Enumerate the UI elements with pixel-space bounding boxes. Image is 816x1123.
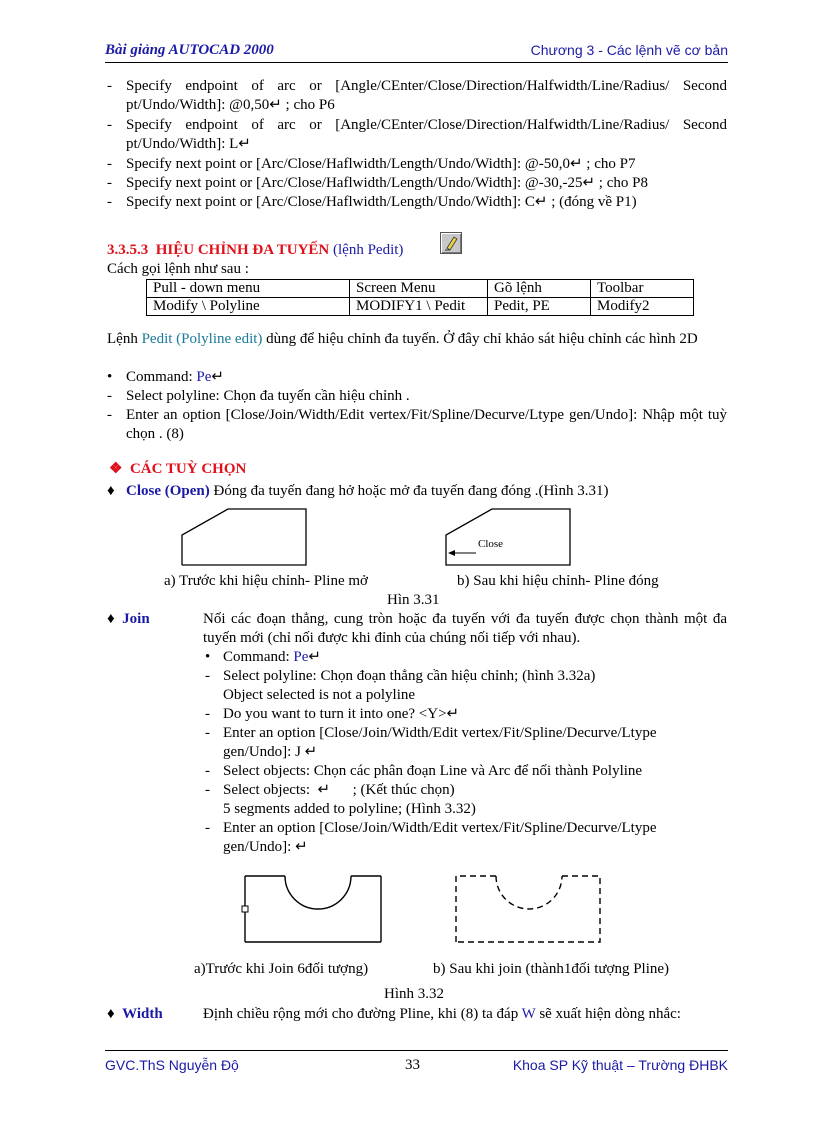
command-line: • Command: Pe↵ [107,369,224,385]
join-step: - Select objects: Chọn các phân đoạn Line và Arc để nối thành Polyline [205,763,643,779]
table-cell: Gõ lệnh [488,280,591,298]
join-step: - Select objects: ↵ ; (Kết thúc chọn) [205,782,455,798]
closed-pline-drawing [444,505,576,567]
table-cell: Pull - down menu [147,280,350,298]
join-step: - Select polyline: Chọn đoạn thẳng cần hiệu chỉnh; (hình 3.32a) [205,668,596,684]
after-join-drawing [448,870,608,946]
footer-author: GVC.ThS Nguyễn Độ [105,1057,239,1073]
pedit-toolbar-icon [440,232,462,254]
before-join-drawing [238,870,388,946]
join-step-note: 5 segments added to polyline; (Hình 3.32) [223,801,476,817]
intro-paragraph: Lệnh Pedit (Polyline edit) dùng để hiệu chỉnh đa tuyến. Ở đây chỉ khảo sát hiệu chỉnh các hình 2D [107,331,698,347]
arc-step: - Specify next point or [Arc/Close/Haflwidth/Length/Undo/Width]: @-30,-25↵ ; cho P8 [107,175,648,191]
join-step: - Enter an option [Close/Join/Width/Edit vertex/Fit/Spline/Decurve/Ltype gen/Undo]: ↵ [205,820,657,855]
join-description: Nối các đoạn thẳng, cung tròn hoặc đa tuyến với đa tuyến được chọn thành một đa tuyến mới (chỉ nối được khi đỉnh của chúng nối tiếp với nhau). [203,611,727,646]
table-cell: Modify \ Polyline [147,298,350,316]
footer-institution: Khoa SP Kỹ thuật – Trường ĐHBK [512,1057,728,1073]
fig32-title: Hình 3.32 [384,986,444,1002]
join-label: ♦ Join [107,611,150,627]
width-description: Định chiều rộng mới cho đường Pline, khi (8) ta đáp W sẽ xuất hiện dòng nhắc: [203,1006,681,1022]
close-option: ♦ Close (Open) Đóng đa tuyến đang hở hoặc mở đa tuyến đang đóng .(Hình 3.31) [107,483,609,499]
join-step-note: Object selected is not a polyline [223,687,416,703]
header-chapter-title: Chương 3 - Các lệnh vẽ cơ bản [530,42,728,58]
select-line: - Select polyline: Chọn đa tuyến cần hiệu chỉnh . [107,388,410,404]
section-heading: 3.3.5.3 HIỆU CHỈNH ĐA TUYẾN (lệnh Pedit) [107,242,404,258]
header-divider [105,62,728,63]
fig31-caption-b: b) Sau khi hiệu chỉnh- Pline đóng [457,573,659,589]
fig32-caption-b: b) Sau khi join (thành1đối tượng Pline) [433,961,670,977]
fig31-title: Hìn 3.31 [387,592,440,608]
fig31-caption-a: a) Trước khi hiệu chỉnh- Pline mở [164,573,368,589]
open-pline-drawing [180,505,310,567]
header-course-title: Bài giảng AUTOCAD 2000 [105,42,274,58]
table-cell: Modify2 [591,298,694,316]
diamond-bullet-icon: ❖ [109,461,123,477]
fig32-caption-a: a)Trước khi Join 6đối tượng) [194,961,369,977]
arc-step: - Specify endpoint of arc or [Angle/CEnter/Close/Direction/Halfwidth/Line/Radius/ Second pt/Undo/Width]: @0,50↵ ; cho P6 [107,78,727,113]
options-heading: ❖ CÁC TUỲ CHỌN [109,461,247,477]
width-label: ♦ Width [107,1006,163,1022]
close-arrow-label: Close [478,538,504,550]
table-cell: Toolbar [591,280,694,298]
footer-divider [105,1050,728,1051]
join-step: - Enter an option [Close/Join/Width/Edit vertex/Fit/Spline/Decurve/Ltype gen/Undo]: J ↵ [205,725,657,760]
table-cell: MODIFY1 \ Pedit [350,298,488,316]
command-table [146,279,694,316]
call-intro: Cách gọi lệnh như sau : [107,261,249,277]
arc-step: - Specify next point or [Arc/Close/Haflwidth/Length/Undo/Width]: @-50,0↵ ; cho P7 [107,156,636,172]
join-command-line: • Command: Pe↵ [205,649,321,665]
join-step: - Do you want to turn it into one? <Y>↵ [205,706,460,722]
table-cell: Screen Menu [350,280,488,298]
arc-step: - Specify endpoint of arc or [Angle/CEnter/Close/Direction/Halfwidth/Line/Radius/ Second pt/Undo/Width]: L↵ [107,117,727,152]
table-cell: Pedit, PE [488,298,591,316]
table-header-row [147,280,694,298]
option-line: - Enter an option [Close/Join/Width/Edit vertex/Fit/Spline/Decurve/Ltype gen/Undo]: Nhập một tuỳ chọn . (8) [107,407,727,442]
page-number: 33 [405,1057,420,1073]
arc-step: - Specify next point or [Arc/Close/Haflwidth/Length/Undo/Width]: C↵ ; (đóng về P1) [107,194,637,210]
table-row [147,298,694,316]
